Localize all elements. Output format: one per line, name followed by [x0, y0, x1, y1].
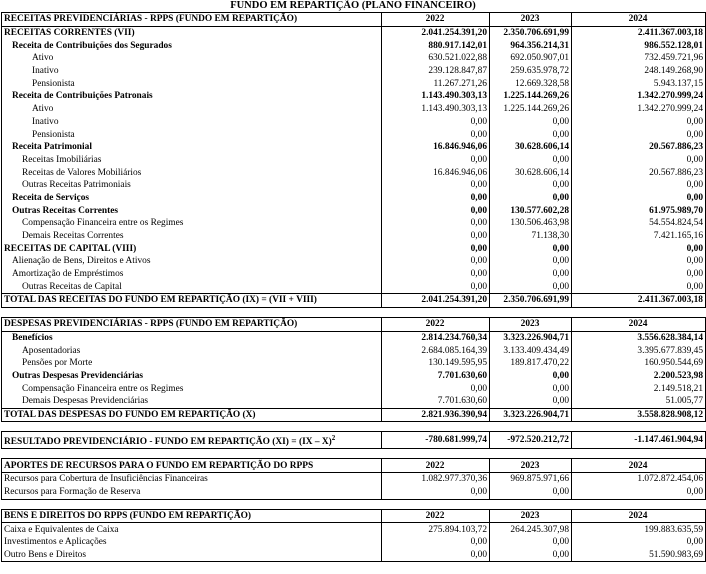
value-2022: 2.814.234.760,34 — [382, 331, 490, 344]
receitas-row — [2, 39, 706, 52]
bens-row — [2, 536, 706, 549]
value-2022: 130.149.595,95 — [382, 357, 490, 370]
row-label: Recursos para Cobertura de Insuficiências Financeiras — [2, 473, 382, 486]
resultado-row — [2, 432, 706, 449]
value-2024: 732.459.721,96 — [572, 52, 706, 65]
value-2023: 969.875.971,66 — [490, 473, 572, 486]
receitas-row — [2, 52, 706, 65]
receitas-row — [2, 26, 706, 39]
receitas-row — [2, 141, 706, 154]
value-2024: 0,00 — [572, 179, 706, 192]
value-2022: 1.143.490.303,13 — [382, 90, 490, 103]
value-2022: 0,00 — [382, 204, 490, 217]
row-label: Demais Despesas Previdenciárias — [2, 395, 382, 408]
value-2022: 1.143.490.303,13 — [382, 103, 490, 116]
row-label: Pensionista — [2, 128, 382, 141]
despesas-total-row — [2, 408, 706, 422]
receitas-row — [2, 280, 706, 293]
value-2024: 199.883.635,59 — [572, 523, 706, 536]
value-2024: -1.147.461.904,94 — [572, 432, 706, 449]
row-label: Demais Receitas Correntes — [2, 230, 382, 243]
value-2024: 61.975.989,70 — [572, 204, 706, 217]
value-2024: 1.072.872.454,06 — [572, 473, 706, 486]
value-2024: 3.556.628.384,14 — [572, 331, 706, 344]
report-title: FUNDO EM REPARTIÇÃO (PLANO FINANCEIRO) — [230, 0, 476, 11]
row-label: Ativo — [2, 103, 382, 116]
row-label: Outro Bens e Direitos — [2, 549, 382, 562]
value-2023: 2023 — [490, 459, 572, 473]
row-label: Compensação Financeira entre os Regimes — [2, 382, 382, 395]
value-2022: 2.041.254.391,20 — [382, 294, 490, 308]
value-2022: 0,00 — [382, 536, 490, 549]
value-2024: 160.950.544,69 — [572, 357, 706, 370]
value-2022: 0,00 — [382, 242, 490, 255]
value-2022: 239.128.847,87 — [382, 65, 490, 78]
row-label: RECEITAS CORRENTES (VII) — [2, 26, 382, 39]
report-page — [1, 0, 705, 562]
receitas-row — [2, 154, 706, 167]
value-2024: 0,00 — [572, 486, 706, 499]
value-2022: 0,00 — [382, 192, 490, 205]
value-2023: 189.817.470,22 — [490, 357, 572, 370]
value-2023: 0,00 — [490, 192, 572, 205]
value-2023: 259.635.978,72 — [490, 65, 572, 78]
despesas-row — [2, 395, 706, 408]
value-2023: 0,00 — [490, 116, 572, 129]
row-label: Inativo — [2, 65, 382, 78]
row-label: TOTAL DAS RECEITAS DO FUNDO EM REPARTIÇÃO (IX) = (VII + VIII) — [2, 294, 382, 308]
receitas-row — [2, 230, 706, 243]
row-label: RECEITAS PREVIDENCIÁRIAS - RPPS (FUNDO EM REPARTIÇÃO) — [2, 13, 382, 27]
financial-table-body — [2, 13, 706, 562]
row-label: RECEITAS DE CAPITAL (VIII) — [2, 242, 382, 255]
aportes-header-row — [2, 459, 706, 473]
value-2022: 880.917.142,01 — [382, 39, 490, 52]
value-2023: 0,00 — [490, 395, 572, 408]
value-2024: 51.590.983,69 — [572, 549, 706, 562]
value-2023: 0,00 — [490, 255, 572, 268]
value-2024: 51.005,77 — [572, 395, 706, 408]
value-2024: 54.554.824,54 — [572, 217, 706, 230]
receitas-row — [2, 77, 706, 90]
row-label: Receita de Contribuições Patronais — [2, 90, 382, 103]
value-2022: 1.082.977.370,36 — [382, 473, 490, 486]
row-label: Caixa e Equivalentes de Caixa — [2, 523, 382, 536]
value-2022: 0,00 — [382, 179, 490, 192]
value-2022: 0,00 — [382, 128, 490, 141]
spacer-row — [2, 307, 706, 317]
row-label: Inativo — [2, 116, 382, 129]
bens-row — [2, 523, 706, 536]
row-label: Receitas Imobiliárias — [2, 154, 382, 167]
value-2022: 0,00 — [382, 382, 490, 395]
value-2023: 692.050.907,01 — [490, 52, 572, 65]
row-label: BENS E DIREITOS DO RPPS (FUNDO EM REPARTIÇÃO) — [2, 509, 382, 523]
value-2023: 0,00 — [490, 549, 572, 562]
value-2024: 0,00 — [572, 242, 706, 255]
value-2024: 2024 — [572, 459, 706, 473]
value-2023: 0,00 — [490, 179, 572, 192]
value-2022: 0,00 — [382, 154, 490, 167]
receitas-row — [2, 128, 706, 141]
receitas-row — [2, 103, 706, 116]
value-2024: 1.342.270.999,24 — [572, 90, 706, 103]
value-2023: 1.225.144.269,26 — [490, 90, 572, 103]
receitas-row — [2, 166, 706, 179]
receitas-row — [2, 242, 706, 255]
row-label: Pensões por Morte — [2, 357, 382, 370]
value-2023: 30.628.606,14 — [490, 141, 572, 154]
receitas-total-row — [2, 294, 706, 308]
despesas-row — [2, 370, 706, 383]
row-label: Receita de Serviços — [2, 192, 382, 205]
value-2024: 3.558.828.908,12 — [572, 408, 706, 422]
value-2024: 0,00 — [572, 116, 706, 129]
row-label: Ativo — [2, 52, 382, 65]
value-2022: 630.521.022,88 — [382, 52, 490, 65]
value-2023: 30.628.606,14 — [490, 166, 572, 179]
row-label: Alienação de Bens, Direitos e Ativos — [2, 255, 382, 268]
value-2024: 0,00 — [572, 128, 706, 141]
value-2024: 0,00 — [572, 255, 706, 268]
value-2023: 0,00 — [490, 382, 572, 395]
value-2023: 0,00 — [490, 536, 572, 549]
value-2022: 0,00 — [382, 268, 490, 281]
value-2023: 964.356.214,31 — [490, 39, 572, 52]
row-label: Receita Patrimonial — [2, 141, 382, 154]
value-2023: 2023 — [490, 13, 572, 27]
value-2022: 0,00 — [382, 255, 490, 268]
value-2022: 7.701.630,60 — [382, 370, 490, 383]
despesas-row — [2, 344, 706, 357]
value-2023: 0,00 — [490, 268, 572, 281]
value-2023: 71.138,30 — [490, 230, 572, 243]
value-2022: 0,00 — [382, 486, 490, 499]
value-2024: 2.149.518,21 — [572, 382, 706, 395]
value-2023: 0,00 — [490, 486, 572, 499]
spacer-row — [2, 499, 706, 509]
value-2024: 5.943.137,15 — [572, 77, 706, 90]
row-label: Outras Despesas Previdenciárias — [2, 370, 382, 383]
row-label: Aposentadorias — [2, 344, 382, 357]
receitas-header-row — [2, 13, 706, 27]
value-2024: 3.395.677.839,45 — [572, 344, 706, 357]
despesas-header-row — [2, 317, 706, 331]
value-2024: 1.342.270.999,24 — [572, 103, 706, 116]
value-2023: 130.577.602,28 — [490, 204, 572, 217]
value-2023: 0,00 — [490, 370, 572, 383]
value-2022: 2022 — [382, 459, 490, 473]
bens-header-row — [2, 509, 706, 523]
despesas-row — [2, 357, 706, 370]
value-2023: 12.669.328,58 — [490, 77, 572, 90]
row-label: Outras Receitas Correntes — [2, 204, 382, 217]
receitas-row — [2, 255, 706, 268]
value-2022: 2022 — [382, 13, 490, 27]
value-2024: 2.411.367.003,18 — [572, 26, 706, 39]
value-2023: 0,00 — [490, 128, 572, 141]
value-2024: 0,00 — [572, 192, 706, 205]
financial-table — [1, 12, 706, 562]
value-2022: 16.846.946,06 — [382, 166, 490, 179]
receitas-row — [2, 217, 706, 230]
value-2024: 0,00 — [572, 536, 706, 549]
row-label: Outras Receitas de Capital — [2, 280, 382, 293]
value-2024: 0,00 — [572, 280, 706, 293]
value-2024: 0,00 — [572, 154, 706, 167]
value-2022: 0,00 — [382, 549, 490, 562]
value-2024: 2024 — [572, 13, 706, 27]
row-label: Investimentos e Aplicações — [2, 536, 382, 549]
value-2023: 264.245.307,98 — [490, 523, 572, 536]
value-2023: 1.225.144.269,26 — [490, 103, 572, 116]
value-2023: 2023 — [490, 317, 572, 331]
value-2023: 2.350.706.691,99 — [490, 26, 572, 39]
value-2023: 3.323.226.904,71 — [490, 331, 572, 344]
value-2022: 0,00 — [382, 280, 490, 293]
receitas-row — [2, 116, 706, 129]
aportes-row — [2, 486, 706, 499]
value-2022: 275.894.103,72 — [382, 523, 490, 536]
spacer-row — [2, 422, 706, 432]
receitas-row — [2, 192, 706, 205]
row-label: Compensação Financeira entre os Regimes — [2, 217, 382, 230]
value-2022: 2022 — [382, 509, 490, 523]
row-label: APORTES DE RECURSOS PARA O FUNDO EM REPARTIÇÃO DO RPPS — [2, 459, 382, 473]
value-2023: 2.350.706.691,99 — [490, 294, 572, 308]
value-2022: 2022 — [382, 317, 490, 331]
value-2023: 130.506.463,98 — [490, 217, 572, 230]
value-2024: 248.149.268,90 — [572, 65, 706, 78]
value-2023: 0,00 — [490, 154, 572, 167]
value-2022: 2.684.085.164,39 — [382, 344, 490, 357]
value-2023: 3.323.226.904,71 — [490, 408, 572, 422]
row-label: RESULTADO PREVIDENCIÁRIO - FUNDO EM REPARTIÇÃO (XI) = (IX – X)$^2$ — [2, 432, 382, 449]
row-label: Recursos para Formação de Reserva — [2, 486, 382, 499]
row-label: DESPESAS PREVIDENCIÁRIAS - RPPS (FUNDO EM REPARTIÇÃO) — [2, 317, 382, 331]
value-2024: 20.567.886,23 — [572, 141, 706, 154]
value-2024: 0,00 — [572, 268, 706, 281]
value-2022: -780.681.999,74 — [382, 432, 490, 449]
value-2024: 2024 — [572, 509, 706, 523]
aportes-row — [2, 473, 706, 486]
bens-row — [2, 549, 706, 562]
value-2022: 16.846.946,06 — [382, 141, 490, 154]
despesas-row — [2, 331, 706, 344]
value-2023: 3.133.409.434,49 — [490, 344, 572, 357]
value-2022: 11.267.271,26 — [382, 77, 490, 90]
value-2023: 0,00 — [490, 280, 572, 293]
value-2023: -972.520.212,72 — [490, 432, 572, 449]
despesas-row — [2, 382, 706, 395]
value-2024: 986.552.128,01 — [572, 39, 706, 52]
value-2024: 20.567.886,23 — [572, 166, 706, 179]
value-2022: 0,00 — [382, 217, 490, 230]
row-label: Receita de Contribuições dos Segurados — [2, 39, 382, 52]
value-2024: 7.421.165,16 — [572, 230, 706, 243]
row-label: Receitas de Valores Mobiliários — [2, 166, 382, 179]
value-2024: 2.200.523,98 — [572, 370, 706, 383]
row-label: TOTAL DAS DESPESAS DO FUNDO EM REPARTIÇÃO (X) — [2, 408, 382, 422]
spacer-row — [2, 449, 706, 459]
value-2024: 2024 — [572, 317, 706, 331]
value-2022: 0,00 — [382, 116, 490, 129]
receitas-row — [2, 204, 706, 217]
receitas-row — [2, 268, 706, 281]
value-2022: 7.701.630,60 — [382, 395, 490, 408]
row-label: Amortização de Empréstimos — [2, 268, 382, 281]
value-2022: 0,00 — [382, 230, 490, 243]
row-label: Pensionista — [2, 77, 382, 90]
value-2022: 2.821.936.390,94 — [382, 408, 490, 422]
row-label: Outras Receitas Patrimoniais — [2, 179, 382, 192]
receitas-row — [2, 179, 706, 192]
receitas-row — [2, 90, 706, 103]
row-label: Benefícios — [2, 331, 382, 344]
value-2023: 0,00 — [490, 242, 572, 255]
value-2022: 2.041.254.391,20 — [382, 26, 490, 39]
value-2024: 2.411.367.003,18 — [572, 294, 706, 308]
receitas-row — [2, 65, 706, 78]
value-2023: 2023 — [490, 509, 572, 523]
